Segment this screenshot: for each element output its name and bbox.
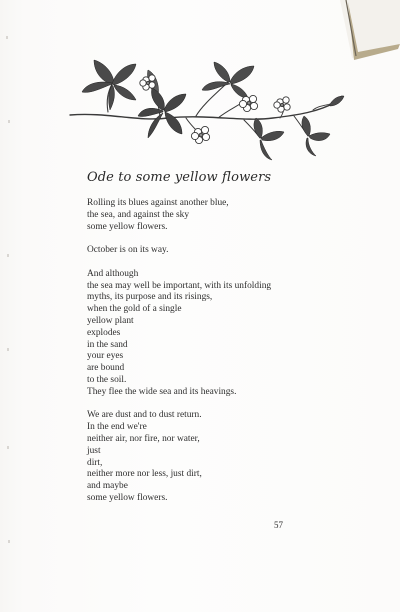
poem-line: yellow plant	[87, 315, 134, 326]
folded-corner-icon	[340, 0, 400, 62]
blossom-4	[274, 97, 290, 112]
blossom-1	[140, 75, 155, 90]
strawberry-sprig-illustration	[68, 52, 348, 164]
poem-line: They flee the wide sea and its heavings.	[87, 386, 237, 397]
poem-stanza	[87, 245, 357, 257]
leaf-cluster-center	[138, 88, 186, 138]
paper-speck	[8, 540, 10, 543]
poem-line: are bound	[87, 363, 125, 374]
poem-line: the sea, and against the sky	[87, 209, 190, 220]
poem-line: the sea may well be important, with its unfolding	[87, 280, 272, 291]
poem-line: Rolling its blues against another blue,	[87, 198, 229, 208]
paper-speck	[8, 120, 10, 123]
poem-line: myths, its purpose and its risings,	[87, 292, 213, 303]
poem-line: October is on its way.	[87, 245, 169, 256]
poem-line: We are dust and to dust return.	[87, 410, 202, 421]
paper-speck	[7, 348, 9, 351]
blossom-3	[239, 95, 257, 111]
poem-line: some yellow flowers.	[87, 492, 168, 503]
poem-stanza	[87, 198, 357, 233]
poem-stanza	[87, 410, 357, 504]
poem-line: your eyes	[87, 351, 124, 362]
poem-line: explodes	[87, 327, 121, 338]
leaf-cluster-right	[202, 62, 254, 98]
poem-line: some yellow flowers.	[87, 221, 168, 232]
poem-line: to the soil.	[87, 374, 127, 385]
poem-line: when the gold of a single	[87, 304, 182, 315]
poem-line: dirt,	[87, 457, 103, 468]
blossom-2	[191, 126, 209, 143]
paper-speck	[7, 254, 9, 257]
paper-speck	[7, 446, 9, 449]
poem-line: just	[87, 445, 101, 456]
leaf-cluster-far-right	[254, 96, 344, 160]
page-number: 57	[274, 520, 283, 530]
poem-stanza	[87, 269, 357, 399]
poem-line: and maybe	[87, 481, 128, 492]
poem-line: neither air, nor fire, nor water,	[87, 433, 200, 444]
poem-line: neither more nor less, just dirt,	[87, 469, 202, 480]
poem-body	[87, 198, 357, 517]
poem-line: And although	[87, 268, 139, 279]
poem-line: in the sand	[87, 339, 128, 350]
paper-speck	[6, 36, 8, 39]
poem-title: Ode to some yellow flowers	[87, 170, 272, 185]
poem-line: In the end we're	[87, 422, 147, 433]
